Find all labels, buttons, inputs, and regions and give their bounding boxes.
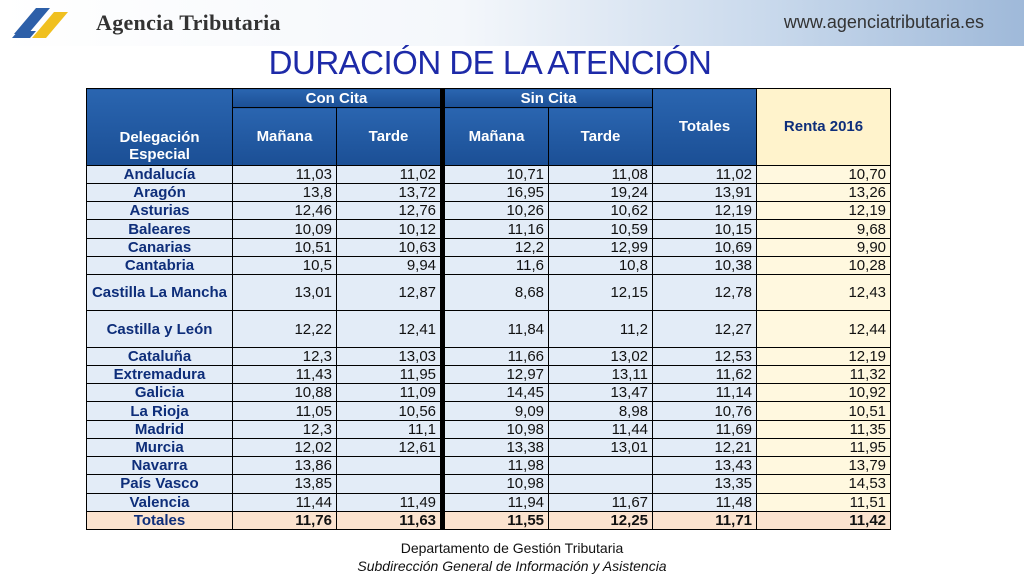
delegation-name: Castilla y León	[87, 311, 233, 347]
sin-cita-tarde-cell: 10,59	[549, 220, 653, 238]
delegation-name: La Rioja	[87, 402, 233, 420]
page-title: DURACIÓN DE LA ATENCIÓN	[268, 44, 712, 81]
renta-2016-cell: 9,68	[757, 220, 891, 238]
con-cita-manana-cell: 10,09	[233, 220, 337, 238]
table-row	[87, 184, 891, 202]
con-cita-tarde-cell: 12,87	[337, 275, 441, 311]
con-cita-manana-cell: 12,02	[233, 438, 337, 456]
sin-cita-tarde-cell	[549, 457, 653, 475]
totales-cell: 11,14	[653, 384, 757, 402]
sin-cita-tarde-cell: 10,8	[549, 256, 653, 274]
delegation-name: Cataluña	[87, 347, 233, 365]
header-sin-tarde: Tarde	[549, 108, 653, 166]
con-cita-manana-cell: 10,5	[233, 256, 337, 274]
con-cita-tarde-cell: 12,61	[337, 438, 441, 456]
renta-2016-cell: 11,95	[757, 438, 891, 456]
header-sin-manana: Mañana	[445, 108, 549, 166]
totales-cell: 11,48	[653, 493, 757, 511]
delegation-name: País Vasco	[87, 475, 233, 493]
con-cita-tarde-cell: 9,94	[337, 256, 441, 274]
totales-cell: 12,21	[653, 438, 757, 456]
delegation-name: Extremadura	[87, 366, 233, 384]
sin-cita-tarde-cell: 12,15	[549, 275, 653, 311]
totales-cell: 12,19	[653, 202, 757, 220]
footer-subdirectorate: Subdirección General de Información y Asistencia	[357, 558, 667, 574]
con-cita-tarde-cell: 10,63	[337, 238, 441, 256]
con-cita-manana-cell: 13,8	[233, 184, 337, 202]
delegation-name: Navarra	[87, 457, 233, 475]
sin-cita-tarde-cell: 11,08	[549, 165, 653, 183]
sin-cita-manana-cell: 11,94	[445, 493, 549, 511]
table-row	[87, 384, 891, 402]
renta-2016-cell: 13,79	[757, 457, 891, 475]
renta-2016-cell: 11,42	[757, 511, 891, 529]
sin-cita-manana-cell: 11,66	[445, 347, 549, 365]
totales-cell: 10,69	[653, 238, 757, 256]
totales-cell: 12,27	[653, 311, 757, 347]
con-cita-tarde-cell: 11,09	[337, 384, 441, 402]
con-cita-tarde-cell: 11,63	[337, 511, 441, 529]
con-cita-manana-cell: 12,46	[233, 202, 337, 220]
delegation-name: Cantabria	[87, 256, 233, 274]
renta-2016-cell: 11,51	[757, 493, 891, 511]
renta-2016-cell: 12,44	[757, 311, 891, 347]
table-row	[87, 238, 891, 256]
sin-cita-tarde-cell: 12,25	[549, 511, 653, 529]
totales-cell: 10,38	[653, 256, 757, 274]
header-con-tarde: Tarde	[337, 108, 441, 166]
table-row	[87, 438, 891, 456]
con-cita-tarde-cell: 12,41	[337, 311, 441, 347]
sin-cita-manana-cell: 12,2	[445, 238, 549, 256]
table-row	[87, 165, 891, 183]
header-con-cita: Con Cita	[233, 89, 441, 108]
delegation-name: Galicia	[87, 384, 233, 402]
brand-name: Agencia Tributaria	[96, 10, 281, 35]
renta-2016-cell: 13,26	[757, 184, 891, 202]
totales-cell: 13,91	[653, 184, 757, 202]
con-cita-manana-cell: 13,86	[233, 457, 337, 475]
sin-cita-manana-cell: 12,97	[445, 366, 549, 384]
con-cita-manana-cell: 12,22	[233, 311, 337, 347]
table-row	[87, 347, 891, 365]
con-cita-tarde-cell: 13,72	[337, 184, 441, 202]
con-cita-tarde-cell: 13,03	[337, 347, 441, 365]
sin-cita-tarde-cell	[549, 475, 653, 493]
table-row	[87, 220, 891, 238]
con-cita-manana-cell: 10,51	[233, 238, 337, 256]
delegation-name: Valencia	[87, 493, 233, 511]
delegation-name: Andalucía	[87, 165, 233, 183]
con-cita-tarde-cell	[337, 475, 441, 493]
sin-cita-tarde-cell: 11,67	[549, 493, 653, 511]
renta-2016-cell: 9,90	[757, 238, 891, 256]
renta-2016-cell: 12,43	[757, 275, 891, 311]
delegation-name: Baleares	[87, 220, 233, 238]
website-url[interactable]: www.agenciatributaria.es	[783, 12, 984, 32]
con-cita-manana-cell: 11,05	[233, 402, 337, 420]
footer-department: Departamento de Gestión Tributaria	[400, 540, 624, 556]
renta-2016-cell: 10,92	[757, 384, 891, 402]
sin-cita-tarde-cell: 13,11	[549, 366, 653, 384]
sin-cita-tarde-cell: 13,02	[549, 347, 653, 365]
sin-cita-manana-cell: 9,09	[445, 402, 549, 420]
totales-cell: 10,76	[653, 402, 757, 420]
con-cita-tarde-cell: 12,76	[337, 202, 441, 220]
sin-cita-manana-cell: 16,95	[445, 184, 549, 202]
renta-2016-cell: 10,70	[757, 165, 891, 183]
header-con-manana: Mañana	[233, 108, 337, 166]
sin-cita-manana-cell: 11,98	[445, 457, 549, 475]
totales-cell: 10,15	[653, 220, 757, 238]
con-cita-manana-cell: 11,44	[233, 493, 337, 511]
con-cita-manana-cell: 10,88	[233, 384, 337, 402]
totals-label: Totales	[87, 511, 233, 529]
attention-duration-table	[86, 88, 890, 530]
table-row	[87, 457, 891, 475]
sin-cita-manana-cell: 11,16	[445, 220, 549, 238]
con-cita-manana-cell: 11,43	[233, 366, 337, 384]
totales-cell: 11,71	[653, 511, 757, 529]
header-totales: Totales	[653, 89, 757, 166]
table-row	[87, 493, 891, 511]
sin-cita-manana-cell: 11,55	[445, 511, 549, 529]
sin-cita-tarde-cell: 10,62	[549, 202, 653, 220]
table-row	[87, 366, 891, 384]
renta-2016-cell: 10,51	[757, 402, 891, 420]
delegation-name: Canarias	[87, 238, 233, 256]
delegation-name: Madrid	[87, 420, 233, 438]
totales-cell: 11,62	[653, 366, 757, 384]
con-cita-tarde-cell: 10,56	[337, 402, 441, 420]
sin-cita-tarde-cell: 13,47	[549, 384, 653, 402]
table-row	[87, 256, 891, 274]
delegation-name: Asturias	[87, 202, 233, 220]
table-row	[87, 275, 891, 311]
sin-cita-manana-cell: 14,45	[445, 384, 549, 402]
sin-cita-manana-cell: 13,38	[445, 438, 549, 456]
con-cita-tarde-cell: 11,49	[337, 493, 441, 511]
sin-cita-tarde-cell: 11,44	[549, 420, 653, 438]
table-row	[87, 420, 891, 438]
renta-2016-cell: 14,53	[757, 475, 891, 493]
con-cita-tarde-cell: 11,95	[337, 366, 441, 384]
sin-cita-tarde-cell: 11,2	[549, 311, 653, 347]
sin-cita-tarde-cell: 8,98	[549, 402, 653, 420]
sin-cita-manana-cell: 10,26	[445, 202, 549, 220]
con-cita-manana-cell: 12,3	[233, 420, 337, 438]
totales-cell: 13,43	[653, 457, 757, 475]
renta-2016-cell: 10,28	[757, 256, 891, 274]
renta-2016-cell: 12,19	[757, 347, 891, 365]
sin-cita-manana-cell: 10,98	[445, 475, 549, 493]
table-row	[87, 311, 891, 347]
header-delegacion: Delegación Especial	[87, 89, 233, 166]
header-sin-cita: Sin Cita	[445, 89, 653, 108]
table-row	[87, 402, 891, 420]
sin-cita-manana-cell: 10,71	[445, 165, 549, 183]
con-cita-tarde-cell: 11,1	[337, 420, 441, 438]
sin-cita-tarde-cell: 13,01	[549, 438, 653, 456]
totals-row	[87, 511, 891, 529]
delegation-name: Castilla La Mancha	[87, 275, 233, 311]
table-row	[87, 202, 891, 220]
sin-cita-tarde-cell: 19,24	[549, 184, 653, 202]
header-bar	[0, 0, 1024, 46]
totales-cell: 13,35	[653, 475, 757, 493]
con-cita-manana-cell: 11,03	[233, 165, 337, 183]
sin-cita-manana-cell: 11,84	[445, 311, 549, 347]
totales-cell: 11,02	[653, 165, 757, 183]
con-cita-manana-cell: 12,3	[233, 347, 337, 365]
delegation-name: Murcia	[87, 438, 233, 456]
con-cita-tarde-cell: 11,02	[337, 165, 441, 183]
table-row	[87, 475, 891, 493]
totales-cell: 12,53	[653, 347, 757, 365]
totales-cell: 11,69	[653, 420, 757, 438]
sin-cita-manana-cell: 8,68	[445, 275, 549, 311]
agencia-logo-icon	[10, 4, 72, 42]
header-renta-2016: Renta 2016	[757, 89, 891, 166]
con-cita-manana-cell: 13,85	[233, 475, 337, 493]
con-cita-manana-cell: 13,01	[233, 275, 337, 311]
renta-2016-cell: 12,19	[757, 202, 891, 220]
sin-cita-manana-cell: 11,6	[445, 256, 549, 274]
con-cita-manana-cell: 11,76	[233, 511, 337, 529]
sin-cita-tarde-cell: 12,99	[549, 238, 653, 256]
totales-cell: 12,78	[653, 275, 757, 311]
renta-2016-cell: 11,32	[757, 366, 891, 384]
con-cita-tarde-cell: 10,12	[337, 220, 441, 238]
renta-2016-cell: 11,35	[757, 420, 891, 438]
con-cita-tarde-cell	[337, 457, 441, 475]
sin-cita-manana-cell: 10,98	[445, 420, 549, 438]
delegation-name: Aragón	[87, 184, 233, 202]
